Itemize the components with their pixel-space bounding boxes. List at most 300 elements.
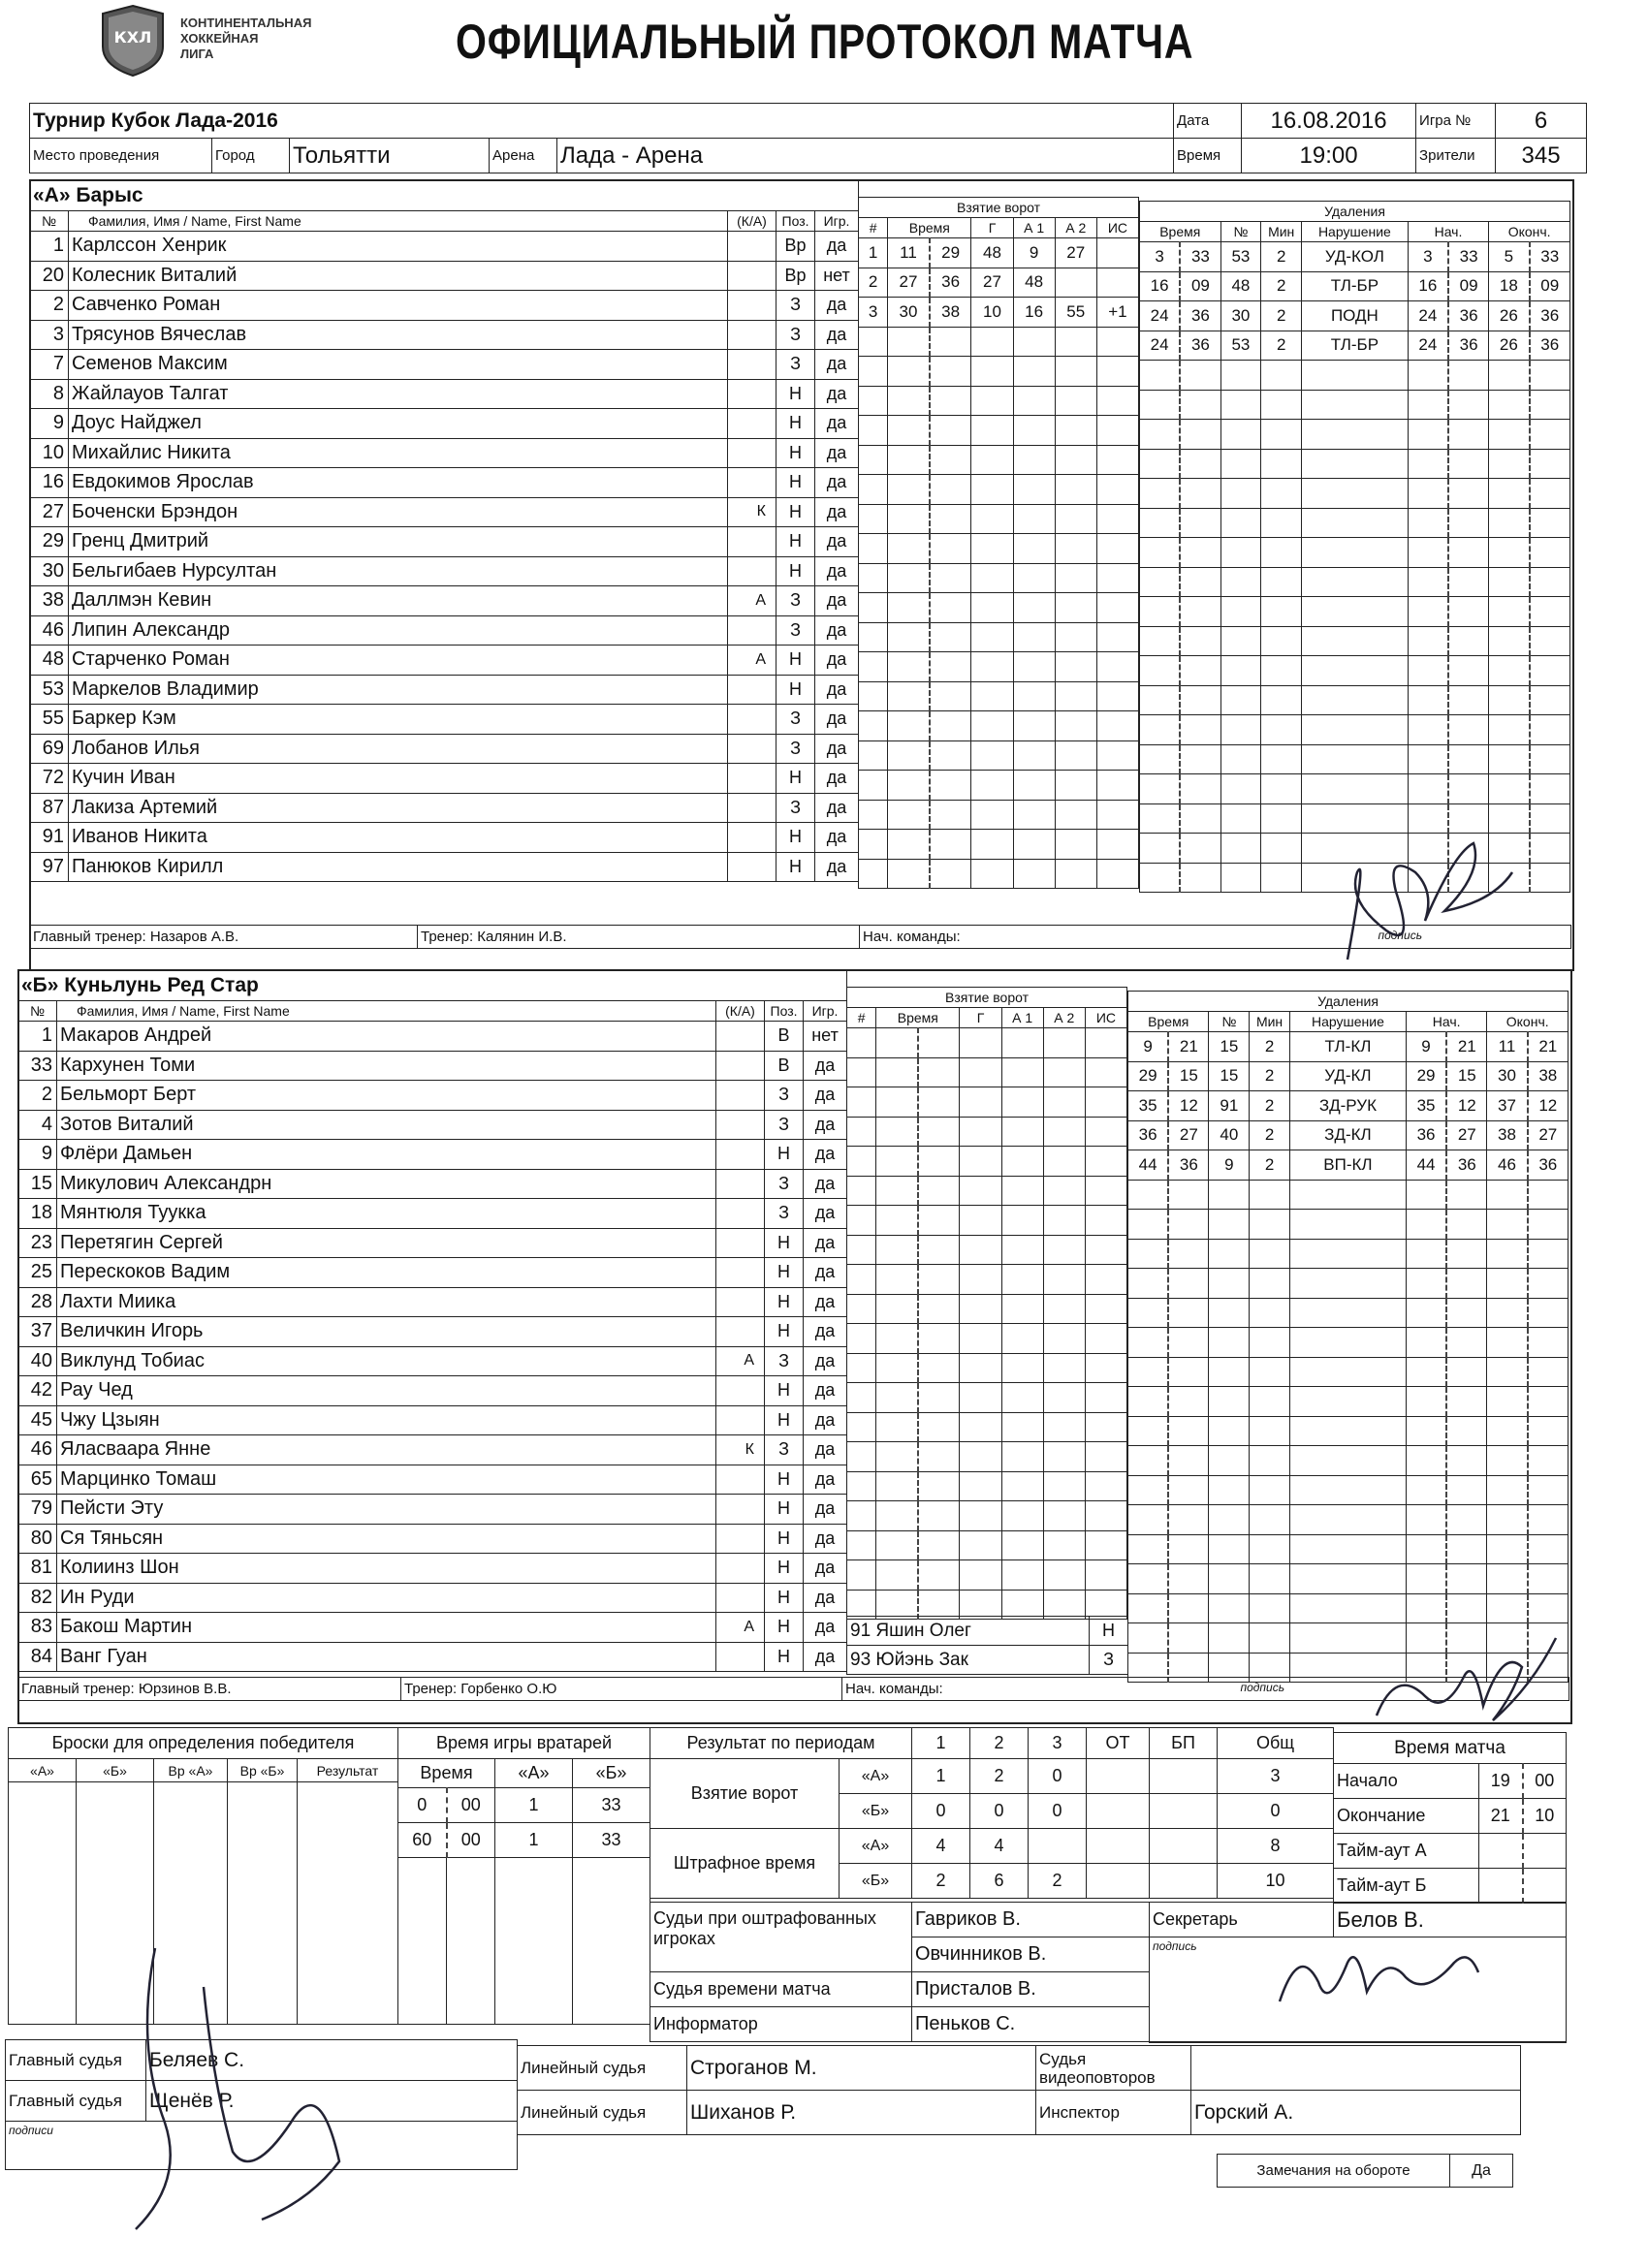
pim-a-so bbox=[1150, 1829, 1218, 1864]
goal-s bbox=[930, 740, 971, 771]
player-number: 8 bbox=[30, 379, 69, 409]
penalty-es bbox=[1528, 1210, 1569, 1240]
player-name: Лакиза Артемий bbox=[69, 793, 728, 823]
player-played: да bbox=[804, 1583, 847, 1613]
svg-text:КХЛ: КХЛ bbox=[113, 28, 152, 47]
goal-row bbox=[847, 1442, 1127, 1472]
penalty-s bbox=[1180, 863, 1220, 893]
player-number: 2 bbox=[30, 291, 69, 321]
goals-col-num: # bbox=[859, 218, 888, 238]
goal-a1 bbox=[1013, 475, 1055, 505]
penalty-row bbox=[1140, 390, 1570, 420]
goal-a1 bbox=[1013, 416, 1055, 446]
penalty-ss: 09 bbox=[1448, 271, 1489, 301]
goal-m bbox=[876, 1560, 918, 1591]
goal-a1 bbox=[1001, 1353, 1043, 1383]
penalty-judges-label: Судьи при оштрафованных игроках bbox=[650, 1903, 912, 1972]
penalty-no: 91 bbox=[1209, 1091, 1250, 1121]
team-b-coach: Тренер: Горбенко О.Ю bbox=[401, 1678, 842, 1701]
penalty-m bbox=[1140, 863, 1181, 893]
penalty-sm bbox=[1406, 1475, 1446, 1505]
player-played: да bbox=[804, 1524, 847, 1554]
player-position: З bbox=[765, 1199, 804, 1229]
table-row bbox=[18, 1405, 847, 1435]
goal-a1 bbox=[1013, 386, 1055, 416]
penalty-sm: 44 bbox=[1406, 1150, 1446, 1181]
goals-col-a1: А 1 bbox=[1001, 1008, 1043, 1028]
start-minute: 00 bbox=[1523, 1764, 1567, 1799]
goals-col-num: # bbox=[847, 1008, 876, 1028]
player-name: Ванг Гуан bbox=[57, 1642, 716, 1672]
penalty-ss bbox=[1446, 1475, 1487, 1505]
player-captain-mark bbox=[728, 261, 776, 291]
penalty-row bbox=[1128, 1150, 1569, 1181]
player-name: Рау Чед bbox=[57, 1376, 716, 1406]
goal-m bbox=[876, 1590, 918, 1620]
penalty-em: 11 bbox=[1487, 1032, 1528, 1062]
goal-m bbox=[888, 416, 930, 446]
player-position: Н bbox=[765, 1613, 804, 1643]
periods-title: Результат по периодам bbox=[650, 1728, 912, 1759]
goal-s bbox=[918, 1176, 960, 1206]
goal-m bbox=[888, 681, 930, 711]
goal-n bbox=[847, 1590, 876, 1620]
goal-a2 bbox=[1043, 1176, 1085, 1206]
player-position: Н bbox=[765, 1317, 804, 1347]
penalty-m bbox=[1140, 567, 1181, 597]
goal-is bbox=[1085, 1471, 1126, 1501]
penalty-es bbox=[1530, 538, 1570, 568]
player-captain-mark bbox=[728, 705, 776, 735]
game-number: 6 bbox=[1496, 104, 1587, 139]
penalty-ss bbox=[1448, 420, 1489, 450]
goal-is bbox=[1085, 1176, 1126, 1206]
goal-a1 bbox=[1001, 1235, 1043, 1265]
goal-s bbox=[918, 1471, 960, 1501]
player-played: да bbox=[815, 823, 859, 853]
penalty-m bbox=[1128, 1180, 1169, 1210]
penalty-no bbox=[1220, 597, 1261, 627]
penalty-no bbox=[1209, 1210, 1250, 1240]
goal-is bbox=[1096, 238, 1138, 268]
penalty-ss: 36 bbox=[1446, 1150, 1487, 1181]
player-number: 4 bbox=[18, 1110, 57, 1140]
goal-row bbox=[847, 1028, 1127, 1058]
goal-n bbox=[859, 830, 888, 860]
goal-n bbox=[859, 800, 888, 830]
penalty-row bbox=[1140, 626, 1570, 656]
table-row bbox=[30, 705, 859, 735]
goals-a-p1: 1 bbox=[912, 1759, 970, 1794]
penalty-s: 15 bbox=[1168, 1061, 1209, 1091]
table-row bbox=[18, 1140, 847, 1170]
goal-row bbox=[847, 1294, 1127, 1324]
goal-s bbox=[930, 681, 971, 711]
team-a-roster bbox=[29, 180, 859, 882]
player-position: Вр bbox=[776, 261, 815, 291]
goal-a2 bbox=[1055, 475, 1096, 505]
col-ka: (К/А) bbox=[716, 1001, 765, 1022]
penalty-min bbox=[1261, 744, 1302, 774]
player-number: 27 bbox=[30, 497, 69, 527]
period-results-table bbox=[650, 1727, 1334, 1899]
player-number: 3 bbox=[30, 320, 69, 350]
penalty-m bbox=[1140, 538, 1181, 568]
penalty-type bbox=[1289, 1564, 1406, 1594]
penalty-m bbox=[1140, 834, 1181, 864]
goal-a1 bbox=[1001, 1560, 1043, 1591]
shootout-col-gk-b: Вр «Б» bbox=[228, 1759, 298, 1782]
penalty-row bbox=[1128, 1091, 1569, 1121]
penalty-em bbox=[1487, 1534, 1528, 1564]
penalty-type bbox=[1289, 1210, 1406, 1240]
goal-s bbox=[930, 534, 971, 564]
penalty-type bbox=[1302, 508, 1409, 538]
penalty-min bbox=[1261, 449, 1302, 479]
penalty-m bbox=[1140, 479, 1181, 509]
col-no: № bbox=[30, 211, 69, 232]
remarks-table bbox=[1217, 2154, 1513, 2188]
table-row bbox=[30, 852, 859, 882]
table-row bbox=[30, 793, 859, 823]
penalty-no bbox=[1220, 656, 1261, 686]
penalty-sm bbox=[1408, 361, 1448, 391]
informer-label: Информатор bbox=[650, 2007, 912, 2042]
penalty-ss bbox=[1446, 1298, 1487, 1328]
player-number: 23 bbox=[18, 1228, 57, 1258]
penalty-s bbox=[1168, 1564, 1209, 1594]
penalty-es bbox=[1528, 1534, 1569, 1564]
penalty-m bbox=[1128, 1328, 1169, 1358]
penalty-m bbox=[1128, 1534, 1169, 1564]
goal-is bbox=[1085, 1206, 1126, 1236]
goal-a1: 16 bbox=[1013, 298, 1055, 328]
referee-1: Беляев С. bbox=[146, 2040, 518, 2081]
player-played: да bbox=[815, 615, 859, 646]
penalty-min bbox=[1250, 1623, 1290, 1654]
goal-row bbox=[859, 859, 1139, 889]
goal-is bbox=[1096, 622, 1138, 652]
table-row bbox=[18, 1435, 847, 1465]
penalty-es bbox=[1528, 1593, 1569, 1623]
penalty-min bbox=[1261, 685, 1302, 715]
goal-m bbox=[888, 593, 930, 623]
goal-a2 bbox=[1043, 1471, 1085, 1501]
penalty-min bbox=[1250, 1298, 1290, 1328]
goal-m bbox=[888, 386, 930, 416]
table-row bbox=[18, 1228, 847, 1258]
goal-is bbox=[1096, 740, 1138, 771]
goal-a1 bbox=[1001, 1294, 1043, 1324]
penalty-em: 38 bbox=[1487, 1120, 1528, 1150]
goal-n bbox=[847, 1265, 876, 1295]
goal-a2 bbox=[1043, 1530, 1085, 1560]
player-name: Флёри Дамьен bbox=[57, 1140, 716, 1170]
penalty-em bbox=[1487, 1416, 1528, 1446]
penalty-sm bbox=[1408, 626, 1448, 656]
timeout-b-label: Тайм-аут Б bbox=[1334, 1869, 1479, 1904]
penalty-ss bbox=[1448, 449, 1489, 479]
player-played: да bbox=[815, 793, 859, 823]
remarks-label: Замечания на обороте bbox=[1218, 2155, 1450, 2188]
penalty-min bbox=[1261, 597, 1302, 627]
pen-col-time: Время bbox=[1140, 222, 1221, 242]
penalty-sm bbox=[1406, 1534, 1446, 1564]
penalty-em bbox=[1489, 597, 1530, 627]
inspector: Горский А. bbox=[1191, 2091, 1521, 2135]
player-played: да bbox=[804, 1169, 847, 1199]
penalty-judge-1: Гавриков В. bbox=[912, 1903, 1150, 1937]
goal-m bbox=[888, 445, 930, 475]
penalty-type: УД-КОЛ bbox=[1302, 242, 1409, 272]
penalty-sm: 36 bbox=[1406, 1120, 1446, 1150]
goal-is bbox=[1096, 830, 1138, 860]
goal-s bbox=[918, 1442, 960, 1472]
player-name: Перетягин Сергей bbox=[57, 1228, 716, 1258]
penalty-s bbox=[1180, 479, 1220, 509]
penalty-min bbox=[1261, 863, 1302, 893]
arena: Лада - Арена bbox=[557, 139, 1174, 173]
penalty-no bbox=[1209, 1180, 1250, 1210]
goal-a2 bbox=[1043, 1117, 1085, 1147]
goal-row bbox=[847, 1530, 1127, 1560]
goal-g bbox=[960, 1442, 1001, 1472]
period-col-2: 2 bbox=[970, 1728, 1029, 1759]
penalty-type bbox=[1289, 1475, 1406, 1505]
penalty-s bbox=[1180, 656, 1220, 686]
penalty-min: 2 bbox=[1261, 331, 1302, 361]
player-number: 29 bbox=[30, 527, 69, 557]
penalty-min: 2 bbox=[1250, 1150, 1290, 1181]
player-played: да bbox=[804, 1110, 847, 1140]
penalty-es bbox=[1530, 656, 1570, 686]
goals-b-total: 0 bbox=[1218, 1794, 1334, 1829]
penalty-sm bbox=[1408, 390, 1448, 420]
penalty-no bbox=[1220, 863, 1261, 893]
goal-a1 bbox=[1013, 711, 1055, 741]
goal-a2 bbox=[1043, 1265, 1085, 1295]
goal-a1 bbox=[1001, 1590, 1043, 1620]
time-label: Время bbox=[1174, 139, 1242, 173]
table-row bbox=[18, 1051, 847, 1081]
goal-row bbox=[859, 357, 1139, 387]
penalty-min bbox=[1250, 1564, 1290, 1594]
table-row bbox=[18, 1554, 847, 1584]
goal-n: 2 bbox=[859, 268, 888, 298]
goal-row bbox=[859, 711, 1139, 741]
penalty-sm bbox=[1408, 744, 1448, 774]
pen-col-end: Оконч. bbox=[1489, 222, 1570, 242]
player-position: Н bbox=[776, 646, 815, 676]
penalty-em bbox=[1487, 1505, 1528, 1535]
player-name: Величкин Игорь bbox=[57, 1317, 716, 1347]
penalty-em bbox=[1487, 1298, 1528, 1328]
penalty-sm bbox=[1408, 538, 1448, 568]
pim-b-p2: 6 bbox=[970, 1864, 1029, 1899]
goal-a1 bbox=[1001, 1117, 1043, 1147]
penalty-m bbox=[1140, 774, 1181, 804]
penalty-m bbox=[1128, 1387, 1169, 1417]
pen-col-start: Нач. bbox=[1408, 222, 1489, 242]
player-played: нет bbox=[804, 1022, 847, 1052]
penalty-es bbox=[1530, 390, 1570, 420]
penalty-ss: 36 bbox=[1448, 331, 1489, 361]
penalty-no bbox=[1209, 1298, 1250, 1328]
khl-logo bbox=[99, 4, 167, 78]
goal-n bbox=[859, 740, 888, 771]
penalty-m bbox=[1128, 1416, 1169, 1446]
penalty-sm bbox=[1406, 1564, 1446, 1594]
player-number: 1 bbox=[30, 232, 69, 262]
pen-col-no: № bbox=[1220, 222, 1261, 242]
penalty-min bbox=[1250, 1505, 1290, 1535]
player-number: 46 bbox=[30, 615, 69, 646]
goal-m bbox=[888, 622, 930, 652]
penalty-row bbox=[1140, 301, 1570, 331]
table-row bbox=[30, 586, 859, 616]
player-position: З bbox=[776, 615, 815, 646]
penalty-no: 48 bbox=[1220, 271, 1261, 301]
table-row bbox=[18, 1613, 847, 1643]
goal-n bbox=[847, 1176, 876, 1206]
penalty-s: 36 bbox=[1180, 331, 1220, 361]
penalty-em bbox=[1487, 1180, 1528, 1210]
goal-a1 bbox=[1013, 445, 1055, 475]
goals-col-time: Время bbox=[888, 218, 971, 238]
penalty-no bbox=[1220, 626, 1261, 656]
goal-a1 bbox=[1013, 681, 1055, 711]
penalty-s bbox=[1168, 1387, 1209, 1417]
penalty-ss bbox=[1448, 656, 1489, 686]
goals-col-scorer: Г bbox=[960, 1008, 1001, 1028]
penalty-sm bbox=[1408, 774, 1448, 804]
penalty-em bbox=[1487, 1593, 1528, 1623]
extra-player-pos: З bbox=[1090, 1646, 1128, 1675]
goal-g bbox=[960, 1501, 1001, 1531]
penalty-row bbox=[1140, 361, 1570, 391]
goal-a1 bbox=[1013, 593, 1055, 623]
goal-s bbox=[930, 800, 971, 830]
penalty-em bbox=[1489, 508, 1530, 538]
goal-row bbox=[859, 504, 1139, 534]
penalty-s bbox=[1168, 1623, 1209, 1654]
col-name: Фамилия, Имя / Name, First Name bbox=[57, 1001, 716, 1022]
player-captain-mark bbox=[716, 1287, 765, 1317]
goal-row bbox=[859, 445, 1139, 475]
penalty-es bbox=[1530, 715, 1570, 745]
remarks-value: Да bbox=[1450, 2155, 1513, 2188]
penalty-ss bbox=[1446, 1416, 1487, 1446]
penalty-min bbox=[1261, 420, 1302, 450]
penalty-ss bbox=[1448, 567, 1489, 597]
penalty-s: 09 bbox=[1180, 271, 1220, 301]
goal-g bbox=[971, 740, 1013, 771]
penalty-no bbox=[1220, 834, 1261, 864]
penalty-em: 37 bbox=[1487, 1091, 1528, 1121]
penalty-no bbox=[1209, 1623, 1250, 1654]
player-name: Ин Руди bbox=[57, 1583, 716, 1613]
player-played: да bbox=[804, 1642, 847, 1672]
player-played: да bbox=[804, 1199, 847, 1229]
penalty-no bbox=[1220, 390, 1261, 420]
goal-n bbox=[847, 1057, 876, 1087]
goal-s bbox=[930, 563, 971, 593]
goal-m bbox=[876, 1501, 918, 1531]
linesman-label: Линейный судья bbox=[518, 2046, 687, 2091]
penalty-m bbox=[1128, 1269, 1169, 1299]
team-b-captain-label: Нач. команды: bbox=[845, 1681, 943, 1697]
player-number: 9 bbox=[30, 409, 69, 439]
penalty-m bbox=[1128, 1239, 1169, 1269]
goal-a2 bbox=[1043, 1206, 1085, 1236]
penalty-row bbox=[1140, 597, 1570, 627]
goal-a2 bbox=[1055, 771, 1096, 801]
table-row: 60 00 1 33 bbox=[398, 1823, 650, 1858]
goal-s bbox=[930, 711, 971, 741]
penalty-ss bbox=[1448, 479, 1489, 509]
penalty-min: 2 bbox=[1250, 1061, 1290, 1091]
penalty-es bbox=[1528, 1475, 1569, 1505]
penalty-em: 30 bbox=[1487, 1061, 1528, 1091]
penalty-sm bbox=[1406, 1387, 1446, 1417]
player-played: да bbox=[815, 379, 859, 409]
goal-a1: 48 bbox=[1013, 268, 1055, 298]
player-captain-mark: А bbox=[728, 646, 776, 676]
secretary-sign-label: подпись bbox=[1153, 1939, 1197, 1953]
penalty-es: 12 bbox=[1528, 1091, 1569, 1121]
penalty-m: 3 bbox=[1140, 242, 1181, 272]
player-name: Лахти Миика bbox=[57, 1287, 716, 1317]
goal-a2 bbox=[1055, 268, 1096, 298]
penalty-es bbox=[1530, 420, 1570, 450]
penalty-row bbox=[1140, 685, 1570, 715]
player-captain-mark bbox=[716, 1583, 765, 1613]
player-name: Ся Тяньсян bbox=[57, 1524, 716, 1554]
goal-row bbox=[859, 800, 1139, 830]
goals-col-a2: А 2 bbox=[1043, 1008, 1085, 1028]
table-row bbox=[30, 409, 859, 439]
penalty-m bbox=[1128, 1623, 1169, 1654]
penalty-em: 26 bbox=[1489, 301, 1530, 331]
pen-col-start: Нач. bbox=[1406, 1012, 1486, 1032]
table-row bbox=[18, 1465, 847, 1495]
player-position: В bbox=[765, 1022, 804, 1052]
goal-a2 bbox=[1043, 1501, 1085, 1531]
table-row bbox=[30, 468, 859, 498]
penalty-ss bbox=[1446, 1534, 1487, 1564]
goal-row bbox=[859, 740, 1139, 771]
goal-g bbox=[971, 681, 1013, 711]
goal-s bbox=[930, 504, 971, 534]
goal-a2: 27 bbox=[1055, 238, 1096, 268]
goal-s bbox=[918, 1117, 960, 1147]
goal-n bbox=[847, 1028, 876, 1058]
penalty-row bbox=[1140, 567, 1570, 597]
table-row bbox=[30, 232, 859, 262]
col-play: Игр. bbox=[815, 211, 859, 232]
player-captain-mark bbox=[716, 1317, 765, 1347]
penalty-m: 24 bbox=[1140, 331, 1181, 361]
player-number: 10 bbox=[30, 438, 69, 468]
penalty-es bbox=[1530, 567, 1570, 597]
col-pos: Поз. bbox=[765, 1001, 804, 1022]
table-row bbox=[18, 1199, 847, 1229]
penalty-ss bbox=[1448, 508, 1489, 538]
video-judge-label: Судья видеоповторов bbox=[1036, 2046, 1191, 2091]
player-number: 15 bbox=[18, 1169, 57, 1199]
player-name: Перескоков Вадим bbox=[57, 1258, 716, 1288]
goalie-time-title: Время игры вратарей bbox=[398, 1728, 650, 1759]
